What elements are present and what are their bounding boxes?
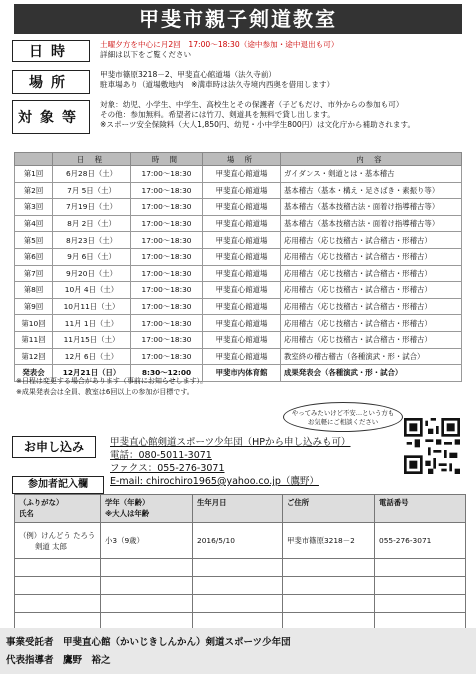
session-time: 17:00～18:30	[131, 215, 203, 232]
session-date: 7月 5日（土）	[53, 182, 131, 199]
speech-bubble	[283, 402, 403, 432]
example-address: 甲斐市篠原3218－2	[283, 523, 375, 559]
schedule-table	[14, 152, 462, 382]
entry-phone-cell[interactable]	[375, 595, 466, 613]
schedule-row	[15, 331, 462, 348]
entry-phone-cell[interactable]	[375, 577, 466, 595]
example-kana: （例）けんどう たろう	[19, 530, 96, 540]
session-content: 教室終の稽古稽古（各種演武・形・試合）	[281, 348, 462, 365]
session-no: 第10回	[15, 315, 53, 332]
form-header-grade-note: ※大人は年齢	[105, 509, 150, 518]
session-place: 甲斐直心館道場	[203, 215, 281, 232]
session-place: 甲斐直心館道場	[203, 232, 281, 249]
note-2: ※成果発表会は全員、教室は6回以上の参加が目標です。	[16, 388, 194, 396]
form-entry-row	[15, 559, 466, 577]
session-time: 17:00～18:30	[131, 182, 203, 199]
footer	[0, 628, 476, 674]
venue-info	[12, 70, 464, 94]
example-phone: 055-276-3071	[375, 523, 466, 559]
session-place: 甲斐直心館道場	[203, 248, 281, 265]
example-grade: 小3（9歳）	[101, 523, 193, 559]
target-line1: 対象：幼児、小学生、中学生、高校生とその保護者（子どもだけ、市外からの参加も可）	[100, 100, 404, 109]
bubble-line2: お気軽にご相談ください	[307, 418, 379, 426]
session-place: 甲斐市内体育館	[203, 365, 281, 382]
session-date: 9月 6日（土）	[53, 248, 131, 265]
session-date: 9月20日（土）	[53, 265, 131, 282]
session-content: 応用稽古（応じ技稽古・試合稽古・形稽古）	[281, 298, 462, 315]
form-entry-row	[15, 595, 466, 613]
session-place: 甲斐直心館道場	[203, 331, 281, 348]
club-phone[interactable]: 電話：080-5011-3071	[110, 450, 212, 461]
session-time: 17:00～18:30	[131, 199, 203, 216]
form-entry-row	[15, 577, 466, 595]
form-header-birthday: 生年月日	[193, 495, 283, 523]
target-line2: その他：参加無料。希望者には竹刀、剣道具を無料で貸し出します。	[100, 110, 335, 119]
entry-grade-cell[interactable]	[101, 559, 193, 577]
form-header-name: 氏名	[19, 509, 34, 518]
entry-address-cell[interactable]	[283, 595, 375, 613]
club-name[interactable]: 甲斐直心館剣道スポーツ少年団（HPから申し込みも可）	[110, 437, 351, 448]
session-no: 第6回	[15, 248, 53, 265]
session-place: 甲斐直心館道場	[203, 298, 281, 315]
schedule-row	[15, 282, 462, 299]
session-time: 17:00～18:30	[131, 166, 203, 183]
session-time: 17:00～18:30	[131, 348, 203, 365]
session-no: 第2回	[15, 182, 53, 199]
form-header-kana: （ふりがな）	[19, 498, 64, 507]
session-content: 応用稽古（応じ技稽古・試合稽古・形稽古）	[281, 282, 462, 299]
session-no: 第3回	[15, 199, 53, 216]
entry-birthday-cell[interactable]	[193, 577, 283, 595]
session-time: 17:00～18:30	[131, 298, 203, 315]
session-date: 10月11日（土）	[53, 298, 131, 315]
club-fax: ファクス：055-276-3071	[110, 463, 225, 474]
header-place: 場 所	[203, 153, 281, 166]
participant-form-label: 参加者記入欄	[12, 476, 104, 494]
club-email[interactable]: E-mail: chirochiro1965@yahoo.co.jp（鷹野）	[110, 476, 319, 487]
entry-name-cell[interactable]	[15, 595, 101, 613]
example-birthday: 2016/5/10	[193, 523, 283, 559]
form-header-phone: 電話番号	[375, 495, 466, 523]
form-header-address: ご住所	[283, 495, 375, 523]
session-date: 12月21日（日）	[53, 365, 131, 382]
example-name: 剣道 太郎	[35, 541, 67, 551]
session-content: 応用稽古（応じ技稽古・試合稽古・形稽古）	[281, 315, 462, 332]
schedule-row	[15, 199, 462, 216]
schedule-info	[12, 40, 464, 62]
note-1: ※日程は変更する場合があります（事前にお知らせします）。	[16, 377, 208, 385]
apply-label: お申し込み	[12, 436, 96, 458]
entry-grade-cell[interactable]	[101, 595, 193, 613]
header-content: 内 容	[281, 153, 462, 166]
entry-name-cell[interactable]	[15, 559, 101, 577]
schedule-line1: 土曜夕方を中心に月2回 17:00～18:30（途中参加・途中退出も可）	[100, 40, 339, 49]
session-date: 8月23日（土）	[53, 232, 131, 249]
session-no: 第5回	[15, 232, 53, 249]
session-no: 第8回	[15, 282, 53, 299]
session-place: 甲斐直心館道場	[203, 348, 281, 365]
session-content: 応用稽古（応じ技稽古・試合稽古・形稽古）	[281, 232, 462, 249]
schedule-row	[15, 298, 462, 315]
header-session	[15, 153, 53, 166]
session-content: 応用稽古（応じ技稽古・試合稽古・形稽古）	[281, 331, 462, 348]
schedule-label: 日時	[12, 40, 90, 62]
session-time: 8:30～12:00	[131, 365, 203, 382]
target-line3: ※スポーツ安全保険料（大人1,850円、幼児・小中学生800円）は文化庁から補助されます。	[100, 120, 416, 129]
schedule-row	[15, 182, 462, 199]
session-no: 第11回	[15, 331, 53, 348]
footer-line2: 代表指導者 鷹野 裕之	[6, 655, 111, 666]
entry-grade-cell[interactable]	[101, 577, 193, 595]
schedule-row	[15, 248, 462, 265]
footer-line1: 事業受託者 甲斐直心館（かいじきしんかん）剣道スポーツ少年団	[6, 637, 291, 648]
target-label: 対象等	[12, 100, 90, 134]
club-contact	[110, 436, 351, 488]
session-content: 成果発表会（各種演武・形・試合）	[281, 365, 462, 382]
session-no: 第1回	[15, 166, 53, 183]
form-example-row	[15, 523, 466, 559]
session-place: 甲斐直心館道場	[203, 182, 281, 199]
session-date: 8月 2日（土）	[53, 215, 131, 232]
session-time: 17:00～18:30	[131, 282, 203, 299]
session-date: 7月19日（土）	[53, 199, 131, 216]
session-no: 第7回	[15, 265, 53, 282]
entry-address-cell[interactable]	[283, 559, 375, 577]
target-info	[12, 100, 464, 134]
venue-line2: 駐車場あり（道場敷地内 ※満車時は法久寺境内西奥を借用します）	[100, 80, 335, 89]
entry-birthday-cell[interactable]	[193, 595, 283, 613]
session-content: 基本稽古（基本技稽古法・面着け指導稽古等）	[281, 215, 462, 232]
header-date: 日 程	[53, 153, 131, 166]
schedule-row	[15, 315, 462, 332]
session-place: 甲斐直心館道場	[203, 166, 281, 183]
session-place: 甲斐直心館道場	[203, 199, 281, 216]
schedule-line2: 詳細は以下をご覧ください	[100, 50, 192, 59]
entry-address-cell[interactable]	[283, 577, 375, 595]
session-time: 17:00～18:30	[131, 232, 203, 249]
schedule-notes	[16, 376, 207, 398]
schedule-row	[15, 348, 462, 365]
session-content: 応用稽古（応じ技稽古・試合稽古・形稽古）	[281, 265, 462, 282]
schedule-row	[15, 265, 462, 282]
session-content: 基本稽古（基本・構え・足さばき・素振り等）	[281, 182, 462, 199]
schedule-row	[15, 166, 462, 183]
session-place: 甲斐直心館道場	[203, 265, 281, 282]
venue-line1: 甲斐市篠原3218－2、甲斐直心館道場（法久寺前）	[100, 70, 277, 79]
entry-name-cell[interactable]	[15, 577, 101, 595]
session-date: 6月28日（土）	[53, 166, 131, 183]
session-time: 17:00～18:30	[131, 315, 203, 332]
schedule-row	[15, 215, 462, 232]
session-place: 甲斐直心館道場	[203, 315, 281, 332]
session-no: 第12回	[15, 348, 53, 365]
session-content: 基本稽古（基本技稽古法・面着け指導稽古等）	[281, 199, 462, 216]
session-date: 12月 6日（土）	[53, 348, 131, 365]
venue-label: 場所	[12, 70, 90, 94]
session-content: 応用稽古（応じ技稽古・試合稽古・形稽古）	[281, 248, 462, 265]
schedule-row	[15, 232, 462, 249]
session-time: 17:00～18:30	[131, 265, 203, 282]
session-place: 甲斐直心館道場	[203, 282, 281, 299]
page-title: 甲斐市親子剣道教室	[14, 4, 462, 34]
bubble-line1: やってみたいけど不安…という方も	[291, 409, 395, 417]
session-no: 第4回	[15, 215, 53, 232]
qr-code-icon[interactable]	[404, 418, 460, 474]
participant-form	[14, 494, 466, 631]
form-header-grade: 学年（年齢）	[105, 498, 150, 507]
session-date: 11月 1日（土）	[53, 315, 131, 332]
session-date: 11月15日（土）	[53, 331, 131, 348]
header-time: 時 間	[131, 153, 203, 166]
session-no: 第9回	[15, 298, 53, 315]
session-no: 発表会	[15, 365, 53, 382]
session-time: 17:00～18:30	[131, 331, 203, 348]
session-date: 10月 4日（土）	[53, 282, 131, 299]
session-time: 17:00～18:30	[131, 248, 203, 265]
session-content: ガイダンス・剣道とは・基本稽古	[281, 166, 462, 183]
entry-birthday-cell[interactable]	[193, 559, 283, 577]
form-header-row	[15, 495, 466, 523]
schedule-header-row	[15, 153, 462, 166]
entry-phone-cell[interactable]	[375, 559, 466, 577]
